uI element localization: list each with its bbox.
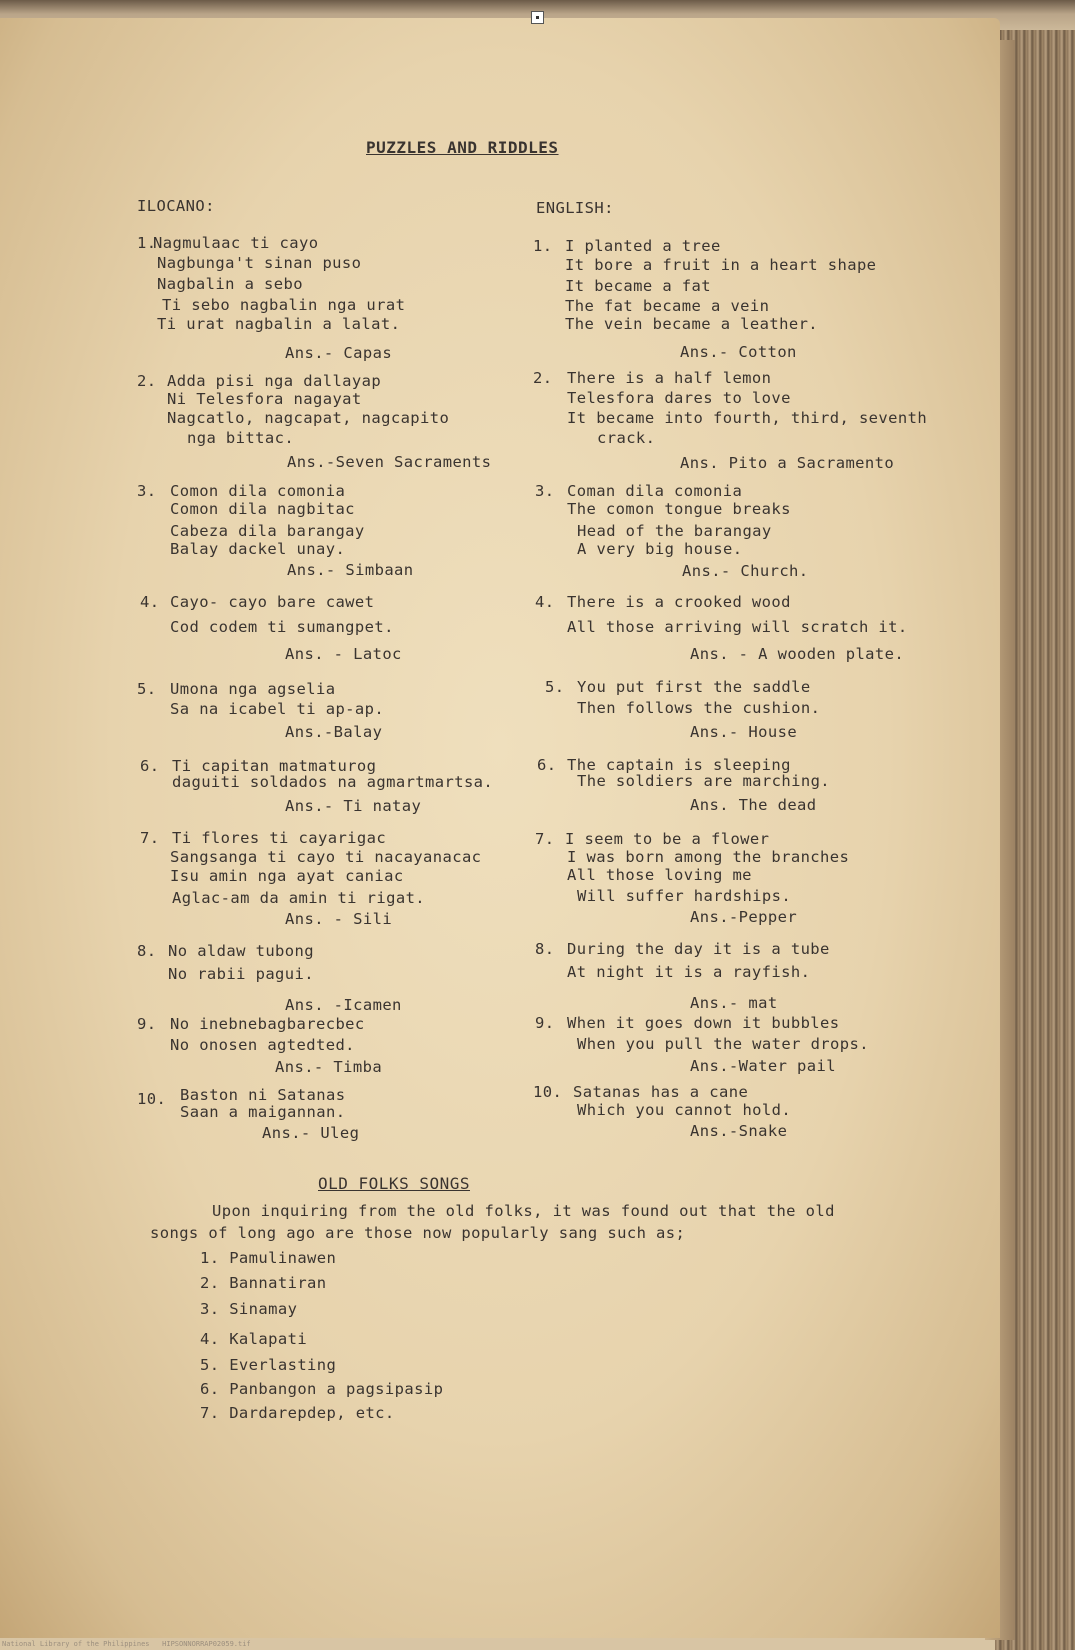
ilocano-line: No aldaw tubong: [168, 942, 314, 960]
ilocano-line: Ti sebo nagbalin nga urat: [162, 296, 406, 314]
song-item: 3. Sinamay: [200, 1300, 298, 1318]
ilocano-line: Cayo- cayo bare cawet: [170, 593, 375, 611]
english-answer: Ans. The dead: [690, 796, 817, 814]
english-line: It became into fourth, third, seventh: [567, 409, 928, 427]
song-item: 4. Kalapati: [200, 1330, 308, 1348]
ilocano-line: Sangsanga ti cayo ti nacayanacac: [170, 848, 482, 866]
ilocano-line: Nagbalin a sebo: [157, 275, 303, 293]
ilocano-line: Comon dila nagbitac: [170, 500, 355, 518]
riddle-number: 5.: [545, 678, 565, 696]
riddle-number: 8.: [535, 940, 555, 958]
english-line: The captain is sleeping: [567, 756, 791, 774]
riddle-number: 1.: [533, 237, 553, 255]
ilocano-answer: Ans. - Latoc: [285, 645, 402, 663]
songs-intro-line: Upon inquiring from the old folks, it was found out that the old: [212, 1202, 835, 1220]
english-line: I was born among the branches: [567, 848, 850, 866]
riddle-number: 9.: [535, 1014, 555, 1032]
riddle-number: 4.: [535, 593, 555, 611]
english-line: At night it is a rayfish.: [567, 963, 811, 981]
ilocano-line: Nagbunga't sinan puso: [157, 254, 362, 272]
ilocano-line: Balay dackel unay.: [170, 540, 346, 558]
song-item: 7. Dardarepdep, etc.: [200, 1404, 395, 1422]
archive-footer: National Library of the Philippines HIPSONNORRAP02059.tif: [2, 1640, 251, 1648]
english-line: Then follows the cushion.: [577, 699, 821, 717]
riddle-number: 7.: [535, 830, 555, 848]
english-line: When you pull the water drops.: [577, 1035, 869, 1053]
ilocano-line: Umona nga agselia: [170, 680, 336, 698]
english-line: Satanas has a cane: [573, 1083, 749, 1101]
riddle-number: 2.: [533, 369, 553, 387]
riddle-number: 8.: [137, 942, 157, 960]
english-line: The fat became a vein: [565, 297, 770, 315]
ilocano-line: nga bittac.: [187, 429, 295, 447]
english-line: I planted a tree: [565, 237, 721, 255]
english-answer: Ans.-Water pail: [690, 1057, 836, 1075]
songs-intro-line: songs of long ago are those now popularly sang such as;: [150, 1224, 686, 1242]
english-answer: Ans.-Snake: [690, 1122, 788, 1140]
english-heading: ENGLISH:: [536, 199, 614, 217]
english-line: A very big house.: [577, 540, 743, 558]
english-line: There is a crooked wood: [567, 593, 791, 611]
english-line: It became a fat: [565, 277, 711, 295]
riddle-number: 5.: [137, 680, 157, 698]
ilocano-line: Comon dila comonia: [170, 482, 346, 500]
english-answer: Ans.- Church.: [682, 562, 809, 580]
songs-title: OLD FOLKS SONGS: [318, 1174, 470, 1193]
scan-marker-icon: [531, 11, 544, 24]
riddle-number: 3.: [535, 482, 555, 500]
ilocano-answer: Ans.- Capas: [285, 344, 393, 362]
song-item: 1. Pamulinawen: [200, 1249, 337, 1267]
riddle-number: 7.: [140, 829, 160, 847]
english-answer: Ans.-Pepper: [690, 908, 798, 926]
ilocano-line: Ti flores ti cayarigac: [172, 829, 387, 847]
english-line: When it goes down it bubbles: [567, 1014, 840, 1032]
ilocano-line: Nagcatlo, nagcapat, nagcapito: [167, 409, 450, 427]
english-line: The comon tongue breaks: [567, 500, 791, 518]
ilocano-line: No onosen agtedted.: [170, 1036, 355, 1054]
ilocano-answer: Ans. - Sili: [285, 910, 393, 928]
ilocano-line: Isu amin nga ayat caniac: [170, 867, 404, 885]
song-item: 5. Everlasting: [200, 1356, 337, 1374]
song-item: 2. Bannatiran: [200, 1274, 327, 1292]
ilocano-line: Aglac-am da amin ti rigat.: [172, 889, 426, 907]
ilocano-answer: Ans.- Simbaan: [287, 561, 414, 579]
ilocano-line: Adda pisi nga dallayap: [167, 372, 382, 390]
ilocano-line: No inebnebagbarecbec: [170, 1015, 365, 1033]
ilocano-line: Sa na icabel ti ap-ap.: [170, 700, 385, 718]
ilocano-line: Nagmulaac ti cayo: [153, 234, 319, 252]
ilocano-line: Cabeza dila barangay: [170, 522, 365, 540]
ilocano-line: Ni Telesfora nagayat: [167, 390, 362, 408]
english-line: The soldiers are marching.: [577, 772, 831, 790]
english-answer: Ans.- Cotton: [680, 343, 797, 361]
riddle-number: 10.: [137, 1090, 167, 1108]
english-answer: Ans.- House: [690, 723, 798, 741]
english-answer: Ans.- mat: [690, 994, 778, 1012]
ilocano-line: daguiti soldados na agmartmartsa.: [172, 773, 494, 791]
english-line: I seem to be a flower: [565, 830, 770, 848]
english-line: Which you cannot hold.: [577, 1101, 792, 1119]
english-answer: Ans. - A wooden plate.: [690, 645, 905, 663]
ilocano-line: Ti capitan matmaturog: [172, 757, 377, 775]
ilocano-line: Ti urat nagbalin a lalat.: [157, 315, 401, 333]
english-line: During the day it is a tube: [567, 940, 830, 958]
ilocano-heading: ILOCANO:: [137, 197, 215, 215]
english-line: There is a half lemon: [567, 369, 772, 387]
ilocano-answer: Ans.- Timba: [275, 1058, 383, 1076]
riddle-number: 3.: [137, 482, 157, 500]
riddle-number: 6.: [537, 756, 557, 774]
english-line: Will suffer hardships.: [577, 887, 792, 905]
ilocano-answer: Ans.-Seven Sacraments: [287, 453, 492, 471]
riddle-number: 6.: [140, 757, 160, 775]
ilocano-line: Cod codem ti sumangpet.: [170, 618, 394, 636]
english-line: All those loving me: [567, 866, 752, 884]
ilocano-answer: Ans.-Balay: [285, 723, 383, 741]
riddle-number: 4.: [140, 593, 160, 611]
english-line: crack.: [597, 429, 656, 447]
english-line: The vein became a leather.: [565, 315, 819, 333]
english-line: Head of the barangay: [577, 522, 772, 540]
ilocano-answer: Ans. -Icamen: [285, 996, 402, 1014]
ilocano-line: No rabii pagui.: [168, 965, 314, 983]
page-title: PUZZLES AND RIDDLES: [366, 138, 559, 157]
english-line: Coman dila comonia: [567, 482, 743, 500]
ilocano-line: Baston ni Satanas: [180, 1086, 346, 1104]
riddle-number: 10.: [533, 1083, 563, 1101]
english-line: It bore a fruit in a heart shape: [565, 256, 877, 274]
ilocano-answer: Ans.- Uleg: [262, 1124, 360, 1142]
riddle-number: 1.: [137, 234, 157, 252]
ilocano-answer: Ans.- Ti natay: [285, 797, 422, 815]
riddle-number: 9.: [137, 1015, 157, 1033]
english-line: All those arriving will scratch it.: [567, 618, 908, 636]
ilocano-line: Saan a maigannan.: [180, 1103, 346, 1121]
english-line: You put first the saddle: [577, 678, 811, 696]
english-answer: Ans. Pito a Sacramento: [680, 454, 895, 472]
english-line: Telesfora dares to love: [567, 389, 791, 407]
song-item: 6. Panbangon a pagsipasip: [200, 1380, 444, 1398]
riddle-number: 2.: [137, 372, 157, 390]
